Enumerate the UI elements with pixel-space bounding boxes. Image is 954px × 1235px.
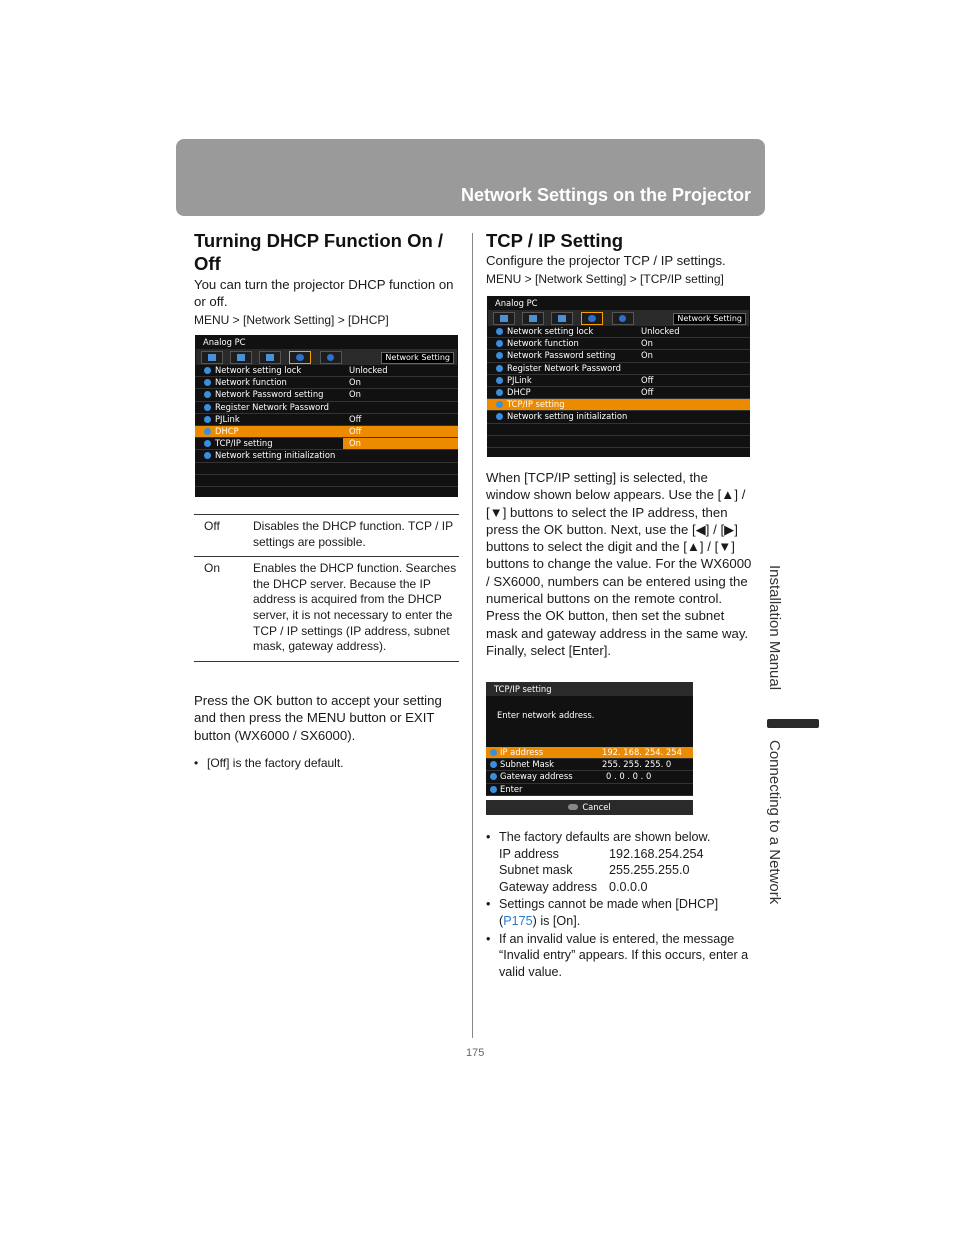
info-tab-icon — [320, 351, 342, 364]
dhcp-intro: You can turn the projector DHCP function on or off. — [194, 277, 454, 310]
subnet-row: Subnet Mask 255. 255. 255. 0 — [486, 759, 693, 771]
defaults-table: IP address 192.168.254.254 Subnet mask 255.255.255.0 Gateway address 0.0.0.0 — [499, 846, 704, 894]
osd-row-selected: TCP/IP setting — [487, 399, 750, 411]
accept-paragraph: Press the OK button to accept your setting and then press the MENU button or EXIT button (WX6000 / SX6000). — [194, 693, 442, 743]
osd-empty-row — [195, 475, 458, 487]
osd-source: Analog PC — [203, 337, 246, 347]
network-setting-label: Network Setting — [673, 313, 746, 325]
install-tab-icon — [259, 351, 281, 364]
table-row — [194, 515, 459, 557]
osd-row: PJLink Off — [195, 414, 458, 426]
factory-default-note: • [Off] is the factory default. — [194, 756, 472, 772]
osd-row: Register Network Password — [487, 363, 750, 375]
dhcp-options-table — [194, 514, 459, 662]
osd-row-selected: DHCP Off — [195, 426, 458, 438]
osd-row: Network setting lock Unlocked — [195, 365, 458, 377]
header-band — [176, 139, 765, 216]
side-manual-label: Installation Manual — [766, 565, 783, 691]
entry-prompt: Enter network address. — [497, 710, 595, 720]
reset-icon — [496, 413, 503, 420]
osd-row: Network setting initialization — [195, 450, 458, 462]
osd-row: PJLink Off — [487, 375, 750, 387]
network-icon — [204, 379, 211, 386]
register-icon — [204, 404, 211, 411]
enter-row: Enter — [486, 784, 693, 796]
page-number: 175 — [466, 1047, 485, 1059]
image-tab-icon — [201, 351, 223, 364]
enter-icon — [490, 786, 497, 793]
password-icon — [204, 391, 211, 398]
tcpip-icon — [204, 440, 211, 447]
gateway-icon — [490, 773, 497, 780]
dhcp-heading: Turning DHCP Function On / Off — [194, 230, 444, 274]
osd-row: Register Network Password — [195, 402, 458, 414]
register-icon — [496, 365, 503, 372]
invalid-entry-note: • If an invalid value is entered, the message “Invalid entry” appears. If this occurs, enter a valid value. — [486, 931, 752, 981]
osd-empty-row — [487, 424, 750, 436]
tcpip-icon — [496, 401, 503, 408]
pjlink-icon — [496, 377, 503, 384]
defaults-note: • The factory defaults are shown below. IP address 192.168.254.254 Subnet mask 255.255.255.0 Gateway address 0.0.0.0 — [486, 829, 752, 895]
color-tab-icon — [522, 312, 544, 325]
image-tab-icon — [493, 312, 515, 325]
tcpip-instructions: When [TCP/IP setting] is selected, the window shown below appears. Use the [▲] / [▼] buttons to select the IP address, then press the OK button. Next, use the [◀] / [▶] buttons to select the digit and the [▲] / [▼] buttons to change the value. For the WX6000 / SX6000, numbers can be entered using the numerical buttons on the remote control. Press the OK button, then set the subnet mask and gateway address in the same way. Finally, select [Enter]. — [486, 470, 752, 658]
osd-row: Network Password setting On — [195, 389, 458, 401]
network-icon — [496, 340, 503, 347]
option-desc: Disables the DHCP function. TCP / IP settings are possible. — [253, 519, 453, 549]
page-link[interactable]: P175 — [503, 913, 533, 928]
dhcp-icon — [496, 389, 503, 396]
option-key: On — [204, 561, 221, 576]
ip-address-row: IP address 192. 168. 254. 254 — [486, 747, 693, 759]
password-icon — [496, 352, 503, 359]
osd-tab-bar — [196, 349, 457, 365]
osd-row: DHCP Off — [487, 387, 750, 399]
osd-empty-row — [195, 463, 458, 475]
dhcp-icon — [204, 428, 211, 435]
osd-tab-bar — [488, 310, 749, 326]
network-setting-label: Network Setting — [381, 352, 454, 364]
dhcp-menu-path: MENU > [Network Setting] > [DHCP] — [194, 313, 389, 327]
lock-icon — [496, 328, 503, 335]
osd-row: Network setting initialization — [487, 411, 750, 423]
tcpip-heading: TCP / IP Setting — [486, 230, 624, 251]
osd-row: Network function On — [195, 377, 458, 389]
color-tab-icon — [230, 351, 252, 364]
dhcp-note: • Settings cannot be made when [DHCP] (P175) is [On]. — [486, 896, 752, 929]
osd-row: Network Password setting On — [487, 350, 750, 362]
table-row — [194, 557, 459, 662]
tcpip-entry-screen — [486, 682, 693, 796]
ip-icon — [490, 749, 497, 756]
osd-source: Analog PC — [495, 298, 538, 308]
lock-icon — [204, 367, 211, 374]
subnet-icon — [490, 761, 497, 768]
pjlink-icon — [204, 416, 211, 423]
option-key: Off — [204, 519, 220, 533]
network-tab-icon — [289, 351, 311, 364]
cancel-label: Cancel — [582, 802, 611, 812]
column-divider — [472, 233, 473, 1038]
reset-icon — [204, 452, 211, 459]
tcpip-entry-title: TCP/IP setting — [486, 682, 693, 696]
network-tab-icon — [581, 312, 603, 325]
section-title: Network Settings on the Projector — [460, 185, 751, 205]
cancel-button-icon — [568, 804, 578, 810]
side-section-label: Connecting to a Network — [766, 740, 783, 905]
dhcp-osd-screen — [195, 335, 458, 497]
install-tab-icon — [551, 312, 573, 325]
osd-row: TCP/IP setting On — [195, 438, 458, 450]
side-section-marker — [767, 719, 819, 728]
info-tab-icon — [612, 312, 634, 325]
notes — [486, 829, 752, 980]
tcpip-osd-screen — [487, 296, 750, 457]
option-desc: Enables the DHCP function. Searches the DHCP server. Because the IP address is acquired from the DHCP server, it is not necessary to enter the TCP / IP settings (IP address, subnet mask, gateway address). — [253, 561, 457, 654]
osd-row: Network function On — [487, 338, 750, 350]
osd-empty-row — [487, 436, 750, 448]
osd-row: Network setting lock Unlocked — [487, 326, 750, 338]
cancel-bar — [486, 800, 693, 815]
gateway-row: Gateway address 0 . 0 . 0 . 0 — [486, 771, 693, 783]
tcpip-intro: Configure the projector TCP / IP settings. — [486, 253, 726, 268]
tcpip-menu-path: MENU > [Network Setting] > [TCP/IP setting] — [486, 272, 724, 286]
